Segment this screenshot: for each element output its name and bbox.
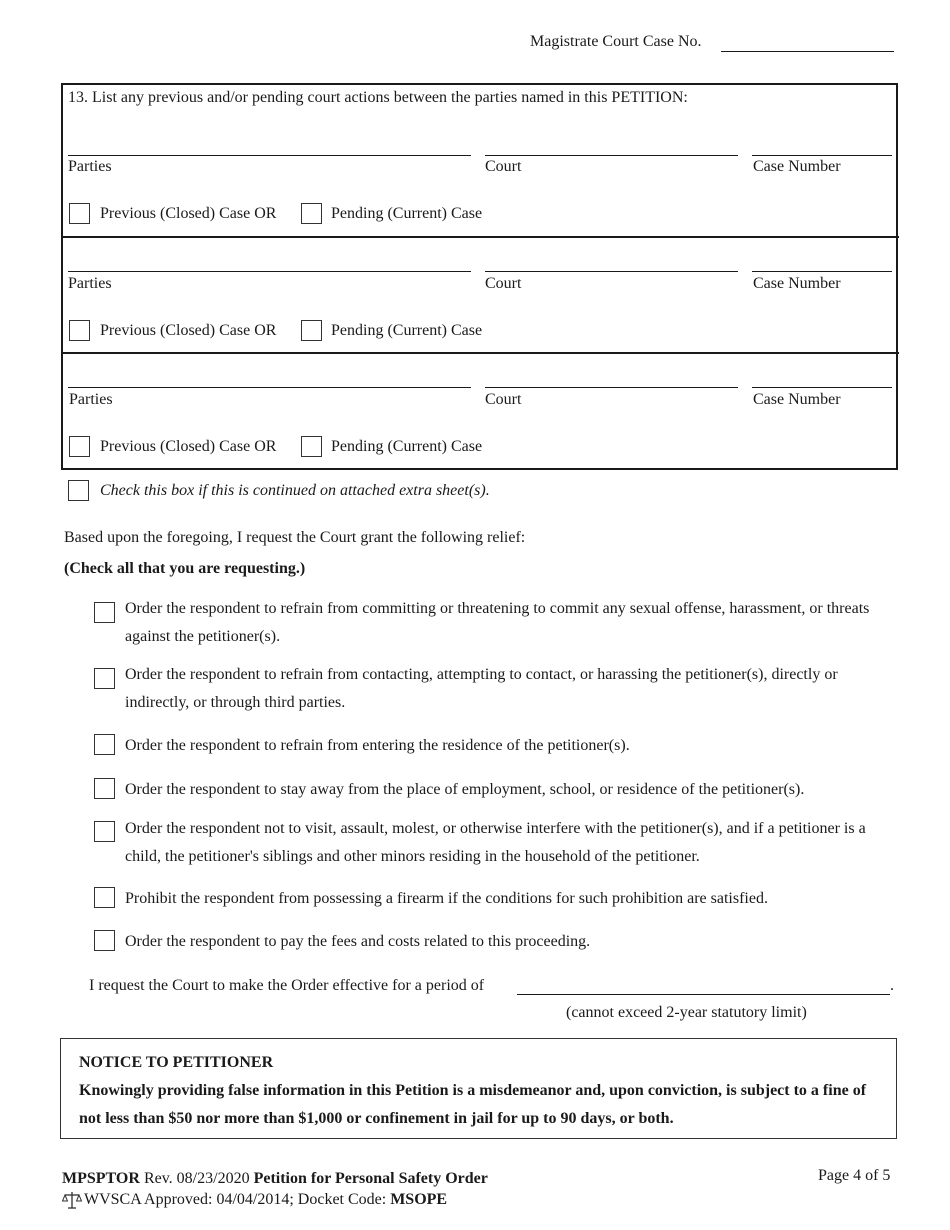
footer-form-line [62,1169,488,1189]
docket-code: MSOPE [390,1191,448,1208]
pending-case-label: Pending (Current) Case [331,438,483,455]
case-number-entry-field[interactable] [752,271,892,272]
case-number-entry-label: Case Number [753,275,841,292]
continued-sheet-label: Check this box if this is continued on attached extra sheet(s). [100,482,490,499]
pending-case-checkbox[interactable] [301,203,322,224]
notice-body: Knowingly providing false information in this Petition is a misdemeanor and, upon conviction, is subject to a fine of not less than $50 nor more than $1,000 or confinement in jail for up to 90 days, or both. [79,1082,867,1127]
parties-field[interactable] [68,271,471,272]
item-13-prompt: 13. List any previous and/or pending court actions between the parties named in this PETITION: [68,89,688,106]
parties-label: Parties [68,158,112,175]
period-label: I request the Court to make the Order effective for a period of [89,977,485,994]
previous-case-label: Previous (Closed) Case OR [100,205,277,222]
period-note: (cannot exceed 2-year statutory limit) [566,1004,807,1021]
relief-option-checkbox[interactable] [94,821,115,842]
relief-intro: Based upon the foregoing, I request the Court grant the following relief: [64,529,526,546]
court-label: Court [485,158,522,175]
relief-option-checkbox[interactable] [94,778,115,799]
relief-instruction: (Check all that you are requesting.) [64,560,306,577]
parties-label: Parties [68,275,112,292]
relief-option-label: Order the respondent to pay the fees and costs related to this proceeding. [125,933,591,950]
notice-title: NOTICE TO PETITIONER [79,1054,274,1071]
relief-option-checkbox[interactable] [94,734,115,755]
previous-case-label: Previous (Closed) Case OR [100,438,277,455]
case-number-field[interactable] [721,51,894,52]
previous-case-checkbox[interactable] [69,203,90,224]
relief-option-label: Order the respondent to refrain from entering the residence of the petitioner(s). [125,737,630,754]
form-code: MPSPTOR [62,1170,140,1187]
court-label: Court [485,275,522,292]
previous-case-label: Previous (Closed) Case OR [100,322,277,339]
case-number-entry-field[interactable] [752,155,892,156]
pending-case-checkbox[interactable] [301,436,322,457]
relief-option-checkbox[interactable] [94,602,115,623]
court-label: Court [485,391,522,408]
pending-case-checkbox[interactable] [301,320,322,341]
scales-icon [62,1190,82,1210]
pending-case-label: Pending (Current) Case [331,205,483,222]
relief-option-label: Order the respondent to refrain from committing or threatening to commit any sexual offense, harassment, or threats against the petitioner(s). [125,600,870,645]
relief-option-checkbox[interactable] [94,668,115,689]
relief-option-label: Order the respondent to refrain from contacting, attempting to contact, or harassing the petitioner(s), directly or indirectly, or through third parties. [125,666,838,711]
pending-case-label: Pending (Current) Case [331,322,483,339]
page-number: Page 4 of 5 [818,1167,891,1184]
parties-field[interactable] [68,155,471,156]
relief-option-label: Prohibit the respondent from possessing a firearm if the conditions for such prohibition are satisfied. [125,890,768,907]
previous-case-checkbox[interactable] [69,320,90,341]
relief-option-checkbox[interactable] [94,887,115,908]
period-end: . [890,977,894,994]
parties-label: Parties [69,391,113,408]
case-number-label: Magistrate Court Case No. [530,33,702,50]
court-field[interactable] [485,155,738,156]
court-field[interactable] [485,271,738,272]
relief-option-checkbox[interactable] [94,930,115,951]
relief-option-label: Order the respondent not to visit, assault, molest, or otherwise interfere with the petitioner(s), and if a petitioner is a child, the petitioner's siblings and other minors residing in the household of the petitioner. [125,820,866,865]
footer-approval-line [84,1190,447,1210]
parties-field[interactable] [68,387,471,388]
section-divider [61,352,899,354]
case-number-entry-label: Case Number [753,391,841,408]
section-divider [61,236,899,238]
form-title: Petition for Personal Safety Order [253,1170,488,1187]
court-field[interactable] [485,387,738,388]
approval-text: WVSCA Approved: 04/04/2014; Docket Code: [84,1191,391,1208]
continued-sheet-checkbox[interactable] [68,480,89,501]
previous-case-checkbox[interactable] [69,436,90,457]
form-revision: Rev. 08/23/2020 [139,1170,254,1187]
case-number-entry-label: Case Number [753,158,841,175]
case-number-entry-field[interactable] [752,387,892,388]
relief-option-label: Order the respondent to stay away from the place of employment, school, or residence of the petitioner(s). [125,781,805,798]
period-field[interactable] [517,994,890,995]
